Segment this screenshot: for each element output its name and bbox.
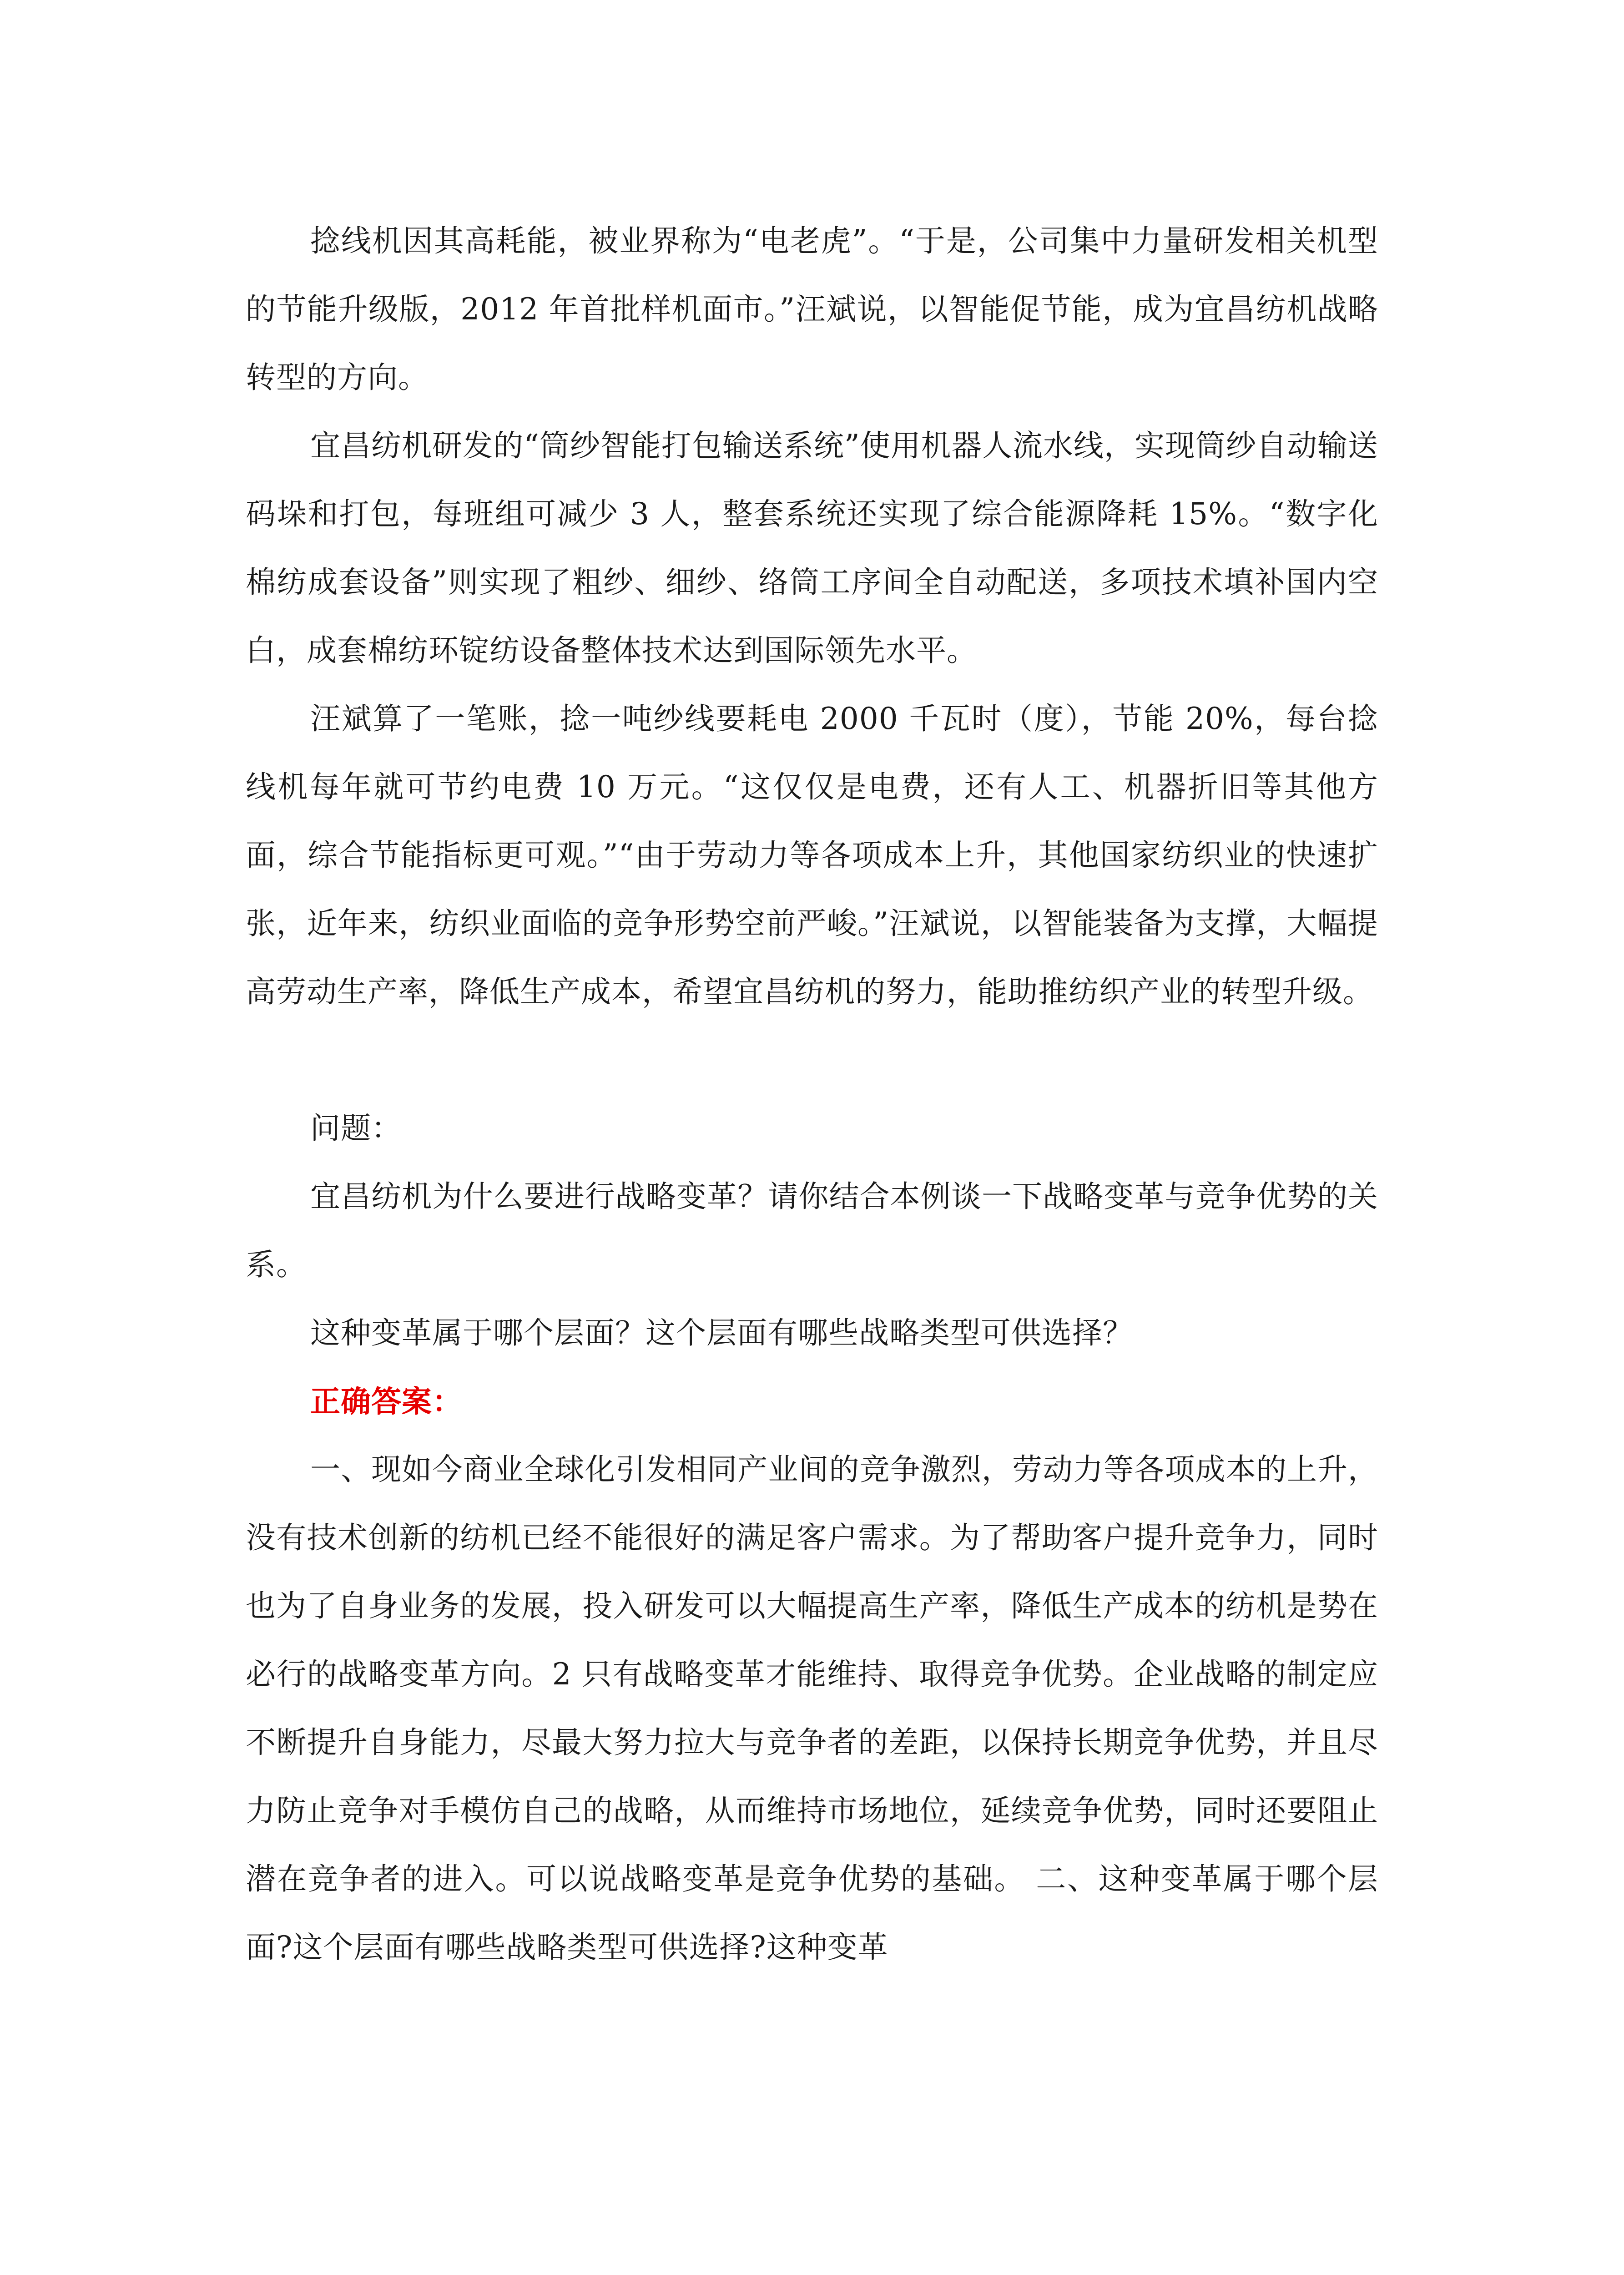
question-2: 这种变革属于哪个层面？这个层面有哪些战略类型可供选择？ <box>310 1315 1133 1350</box>
article-paragraph-1: 捻线机因其高耗能，被业界称为“电老虎”。“于是，公司集中力量研发相关机型的节能升级版，2012 年首批样机面市。”汪斌说，以智能促节能，成为宜昌纺机战略转型的方向。 <box>246 223 1378 395</box>
document-body <box>246 207 1378 1982</box>
section-spacer <box>246 1026 1378 1094</box>
article-paragraph-3: 汪斌算了一笔账，捻一吨纱线要耗电 2000 千瓦时（度），节能 20%，每台捻线机每年就可节约电费 10 万元。“这仅仅是电费，还有人工、机器折旧等其他方面，综合节能指标更可观。”“由于劳动力等各项成本上升，其他国家纺织业的快速扩张，近年来，纺织业面临的竞争形势空前严峻。”汪斌说，以智能装备为支撑，大幅提高劳动生产率，降低生产成本，希望宜昌纺机的努力，能助推纺织产业的转型升级。 <box>246 701 1378 1009</box>
article-paragraph-2: 宜昌纺机研发的“筒纱智能打包输送系统”使用机器人流水线，实现筒纱自动输送码垛和打包，每班组可减少 3 人，整套系统还实现了综合能源降耗 15%。“数字化棉纺成套设备”则实现了粗纱、细纱、络筒工序间全自动配送，多项技术填补国内空白，成套棉纺环锭纺设备整体技术达到国际领先水平。 <box>246 428 1378 668</box>
questions-heading: 问题： <box>310 1111 402 1146</box>
question-1: 宜昌纺机为什么要进行战略变革？请你结合本例谈一下战略变革与竞争优势的关系。 <box>246 1179 1378 1282</box>
answer-label: 正确答案： <box>310 1384 463 1419</box>
answer-text: 一、现如今商业全球化引发相同产业间的竞争激烈，劳动力等各项成本的上升，没有技术创新的纺机已经不能很好的满足客户需求。为了帮助客户提升竞争力，同时也为了自身业务的发展，投入研发可以大幅提高生产率，降低生产成本的纺机是势在必行的战略变革方向。2 只有战略变革才能维持、取得竞争优势。企业战略的制定应不断提升自身能力，尽最大努力拉大与竞争者的差距，以保持长期竞争优势，并且尽力防止竞争对手模仿自己的战略，从而维持市场地位，延续竞争优势，同时还要阻止潜在竞争者的进入。可以说战略变革是竞争优势的基础。 二、这种变革属于哪个层面?这个层面有哪些战略类型可供选择?这种变革 <box>246 1452 1378 1965</box>
